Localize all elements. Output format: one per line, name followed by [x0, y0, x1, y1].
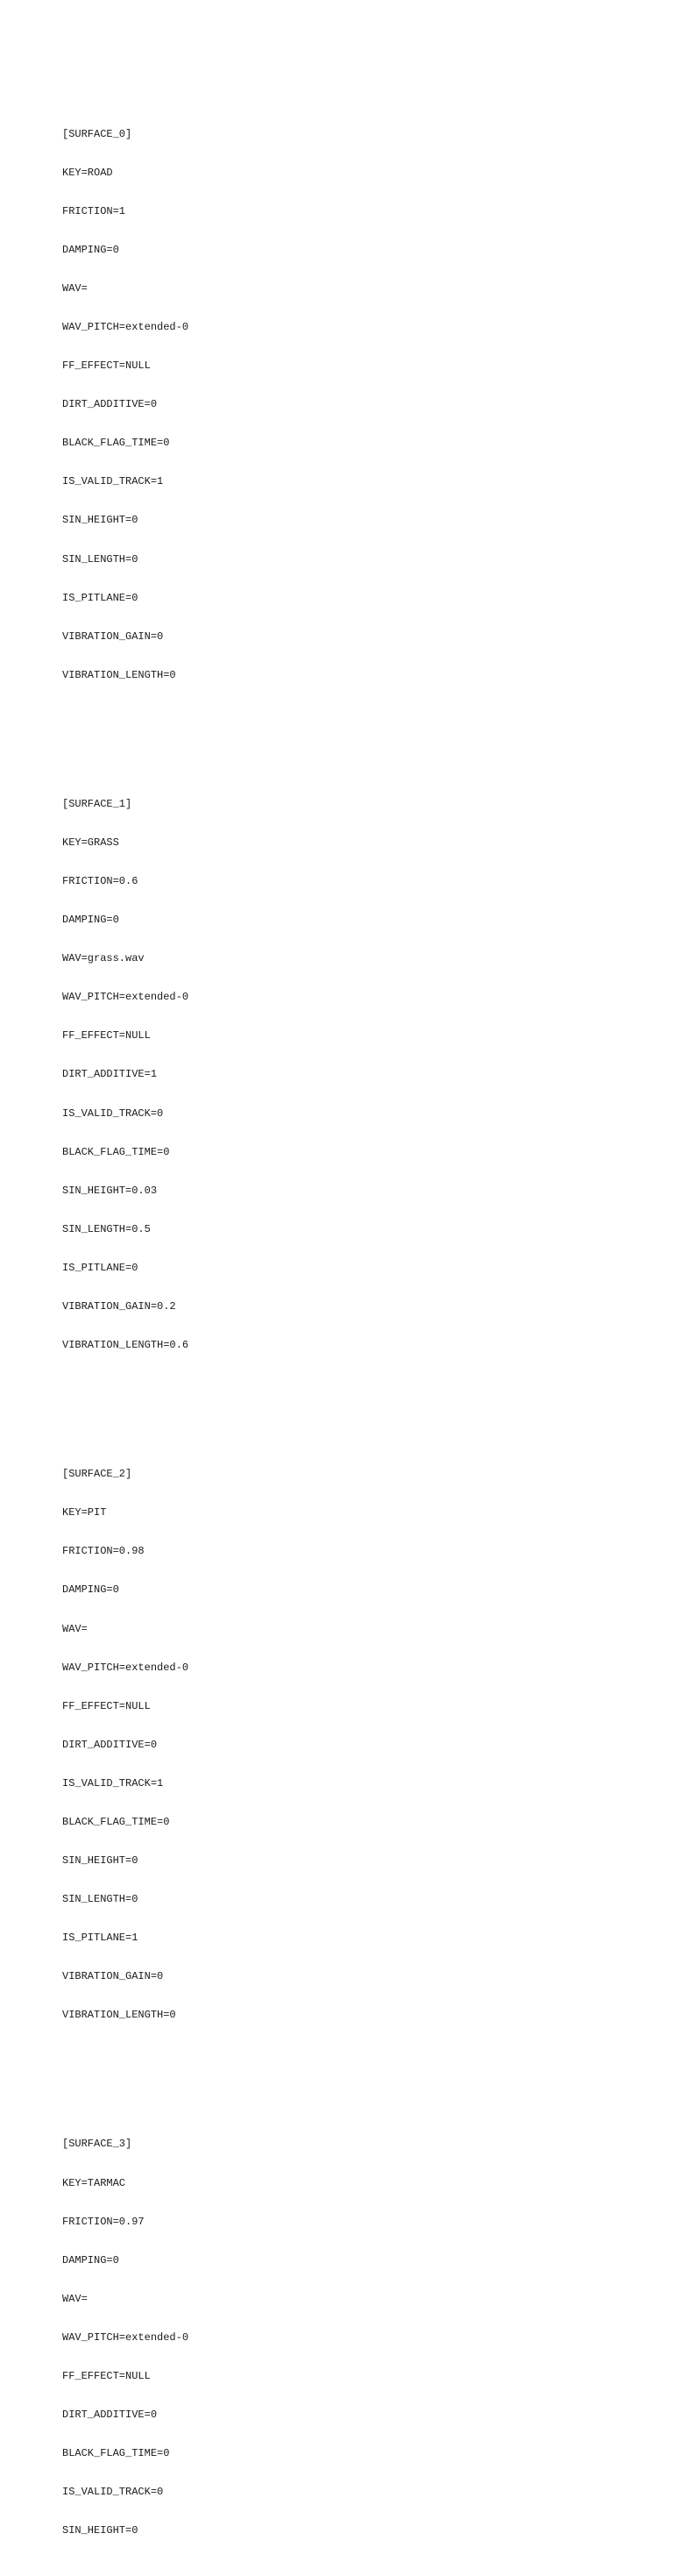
- config-line: IS_VALID_TRACK=1: [62, 1776, 164, 1790]
- config-line: IS_PITLANE=0: [62, 591, 138, 604]
- config-line: IS_PITLANE=0: [62, 1261, 138, 1274]
- config-line: VIBRATION_GAIN=0: [62, 630, 164, 643]
- config-line: FRICTION=0.97: [62, 2215, 145, 2228]
- config-line: DAMPING=0: [62, 243, 119, 256]
- config-line: WAV_PITCH=extended-0: [62, 320, 189, 333]
- config-line: DIRT_ADDITIVE=0: [62, 398, 158, 411]
- config-line: WAV=: [62, 281, 88, 295]
- config-line: BLACK_FLAG_TIME=0: [62, 1145, 170, 1158]
- config-line: SIN_LENGTH=0: [62, 1893, 138, 1906]
- config-line: IS_VALID_TRACK=0: [62, 1107, 164, 1120]
- config-line: BLACK_FLAG_TIME=0: [62, 1815, 170, 1828]
- config-line: SIN_HEIGHT=0.03: [62, 1184, 158, 1197]
- config-line: WAV_PITCH=extended-0: [62, 991, 189, 1004]
- config-line: KEY=PIT: [62, 1506, 107, 1519]
- config-line: DAMPING=0: [62, 1583, 119, 1597]
- config-line: WAV=: [62, 1622, 88, 1635]
- config-line: DIRT_ADDITIVE=1: [62, 1068, 158, 1081]
- config-line: DIRT_ADDITIVE=0: [62, 2409, 158, 2422]
- config-line: WAV_PITCH=extended-0: [62, 2330, 189, 2344]
- config-line: FF_EFFECT=NULL: [62, 1029, 151, 1042]
- config-line: DAMPING=0: [62, 2253, 119, 2266]
- surface-section: [62, 1442, 188, 2048]
- config-line: BLACK_FLAG_TIME=0: [62, 2447, 170, 2460]
- surface-section: [62, 102, 188, 708]
- config-line: WAV_PITCH=extended-0: [62, 1661, 189, 1674]
- config-line: KEY=TARMAC: [62, 2176, 126, 2189]
- config-line: SIN_HEIGHT=0: [62, 514, 138, 527]
- config-line: DAMPING=0: [62, 914, 119, 927]
- section-header: [SURFACE_0]: [62, 127, 132, 140]
- section-header: [SURFACE_1]: [62, 797, 132, 810]
- config-line: KEY=GRASS: [62, 836, 119, 849]
- config-line: IS_PITLANE=1: [62, 1932, 138, 1945]
- config-line: SIN_LENGTH=0.5: [62, 1222, 151, 1235]
- surface-section: [62, 2112, 188, 2563]
- config-line: FF_EFFECT=NULL: [62, 1699, 151, 1712]
- config-line: VIBRATION_LENGTH=0: [62, 2009, 176, 2022]
- config-line: VIBRATION_LENGTH=0.6: [62, 1339, 189, 1352]
- config-line: IS_VALID_TRACK=0: [62, 2486, 164, 2499]
- config-line: SIN_HEIGHT=0: [62, 2524, 138, 2537]
- config-line: FRICTION=0.6: [62, 875, 138, 888]
- config-line: KEY=ROAD: [62, 166, 113, 179]
- config-line: FF_EFFECT=NULL: [62, 359, 151, 373]
- config-line: DIRT_ADDITIVE=0: [62, 1738, 158, 1751]
- config-line: VIBRATION_GAIN=0: [62, 1970, 164, 1983]
- config-document: [62, 63, 188, 2576]
- config-line: FF_EFFECT=NULL: [62, 2370, 151, 2383]
- config-line: WAV=: [62, 2292, 88, 2305]
- config-line: BLACK_FLAG_TIME=0: [62, 437, 170, 450]
- config-line: IS_VALID_TRACK=1: [62, 475, 164, 488]
- config-line: VIBRATION_LENGTH=0: [62, 668, 176, 681]
- config-line: VIBRATION_GAIN=0.2: [62, 1300, 176, 1313]
- config-line: FRICTION=0.98: [62, 1545, 145, 1558]
- surface-section: [62, 772, 188, 1377]
- config-line: SIN_LENGTH=0: [62, 552, 138, 566]
- section-header: [SURFACE_3]: [62, 2138, 132, 2151]
- config-line: FRICTION=1: [62, 204, 126, 217]
- section-header: [SURFACE_2]: [62, 1468, 132, 1481]
- config-line: WAV=grass.wav: [62, 952, 145, 965]
- config-line: SIN_HEIGHT=0: [62, 1854, 138, 1868]
